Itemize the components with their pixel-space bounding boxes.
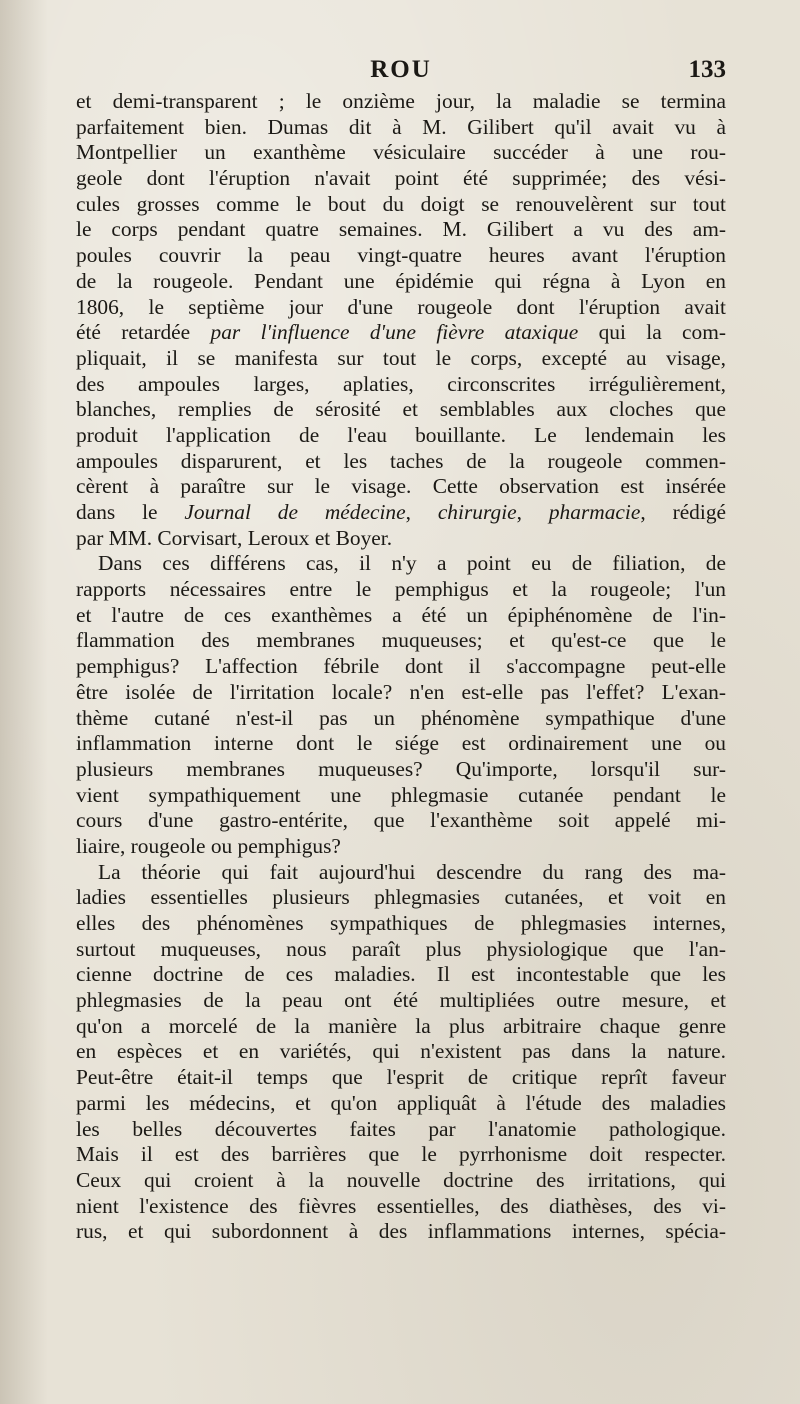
text-line: Peut-être était-il temps que l'esprit de critique reprît faveur (76, 1065, 726, 1090)
text-line: thème cutané n'est-il pas un phénomène sympathique d'une (76, 705, 726, 730)
page-header (76, 56, 726, 90)
text-line: plusieurs membranes muqueuses? Qu'importe, lorsqu'il sur- (76, 756, 726, 781)
text-line: les belles découvertes faites par l'anatomie pathologique. (76, 1116, 726, 1141)
text-line (76, 320, 726, 346)
text-line: flammation des membranes muqueuses; et qu'est-ce que le (76, 628, 726, 653)
journal-title: Journal de médecine (184, 500, 406, 524)
text-segment: , rédigé (640, 500, 727, 524)
text-line: vient sympathiquement une phlegmasie cutanée pendant le (76, 782, 726, 807)
text-line: pemphigus? L'affection fébrile dont il s'accompagne peut-elle (76, 654, 726, 679)
text-line: phlegmasies de la peau ont été multipliées outre mesure, et (76, 988, 726, 1013)
text-line: Mais il est des barrières que le pyrrhonisme doit respecter. (76, 1142, 726, 1167)
text-line: et l'autre de ces exanthèmes a été un épiphénomène de l'in- (76, 602, 726, 627)
text-line: elles des phénomènes sympathiques de phlegmasies internes, (76, 911, 726, 935)
text-line: en espèces et en variétés, qui n'existent pas dans la nature. (76, 1039, 726, 1064)
text-line: des ampoules larges, aplaties, circonscrites irrégulièrement, (76, 371, 726, 396)
text-line: poules couvrir la peau vingt-quatre heures avant l'éruption (76, 243, 726, 268)
journal-title: chirurgie (437, 500, 517, 524)
text-line: produit l'application de l'eau bouillante. Le lendemain les (76, 422, 726, 447)
text-line: Montpellier un exanthème vésiculaire succéder à une rou- (76, 140, 726, 165)
text-line: nient l'existence des fièvres essentielles, des diathèses, des vi- (76, 1193, 726, 1218)
italic-phrase: par l'influence d'une fièvre ataxique (210, 320, 579, 345)
text-line: 1806, le septième jour d'une rougeole dont l'éruption avait (76, 294, 726, 319)
body-text (76, 89, 726, 1245)
text-line: blanches, remplies de sérosité et semblables aux cloches que (76, 397, 726, 422)
page-number: 133 (688, 56, 726, 83)
paragraph-start-line: Dans ces différens cas, il n'y a point eu de filiation, de (98, 551, 726, 576)
text-segment: , (405, 500, 438, 524)
text-line: inflammation interne dont le siége est ordinairement une ou (76, 731, 726, 756)
text-line: pliquait, il se manifesta sur tout le corps, excepté au visage, (76, 345, 726, 370)
text-line: ampoules disparurent, et les taches de la rougeole commen- (76, 448, 726, 473)
text-line: de la rougeole. Pendant une épidémie qui régna à Lyon en (76, 268, 726, 293)
text-line: parfaitement bien. Dumas dit à M. Gilibert qu'il avait vu à (76, 114, 726, 139)
text-line: rapports nécessaires entre le pemphigus et la rougeole; l'un (76, 577, 726, 602)
text-segment: , (516, 500, 549, 524)
text-line: être isolée de l'irritation locale? n'en est-elle pas l'effet? L'exan- (76, 679, 726, 704)
text-line: Ceux qui croient à la nouvelle doctrine des irritations, qui (76, 1167, 726, 1192)
text-line: cienne doctrine de ces maladies. Il est incontestable que les (76, 962, 726, 987)
text-line (76, 500, 726, 526)
text-line: cours d'une gastro-entérite, que l'exanthème soit appelé mi- (76, 808, 726, 833)
text-line: le corps pendant quatre semaines. M. Gilibert a vu des am- (76, 217, 726, 242)
running-head: ROU (370, 56, 432, 83)
text-line: surtout muqueuses, nous paraît plus physiologique que l'an- (76, 936, 726, 961)
paragraph-start-line: La théorie qui fait aujourd'hui descendre du rang des ma- (98, 859, 726, 884)
text-line: et demi-transparent ; le onzième jour, la maladie se termina (76, 89, 726, 113)
page-gutter-shadow (0, 0, 48, 1404)
paragraph-end-line: par MM. Corvisart, Leroux et Boyer. (76, 525, 393, 550)
text-segment: dans le (76, 500, 185, 524)
text-line: cules grosses comme le bout du doigt se renouvelèrent sur tout (76, 191, 726, 216)
text-line: geole dont l'éruption n'avait point été supprimée; des vési- (76, 166, 726, 191)
paragraph-end-line: liaire, rougeole ou pemphigus? (76, 833, 341, 858)
text-line: qu'on a morcelé de la manière la plus arbitraire chaque genre (76, 1013, 726, 1038)
text-line: parmi les médecins, et qu'on appliquât à l'étude des maladies (76, 1090, 726, 1115)
text-line: cèrent à paraître sur le visage. Cette observation est insérée (76, 474, 726, 499)
text-line: rus, et qui subordonnent à des inflammations internes, spécia- (76, 1219, 726, 1244)
text-segment: été retardée (76, 320, 211, 345)
journal-title: pharmacie (548, 500, 641, 524)
text-segment: qui la com- (578, 320, 726, 345)
text-line: ladies essentielles plusieurs phlegmasies cutanées, et voit en (76, 885, 726, 910)
